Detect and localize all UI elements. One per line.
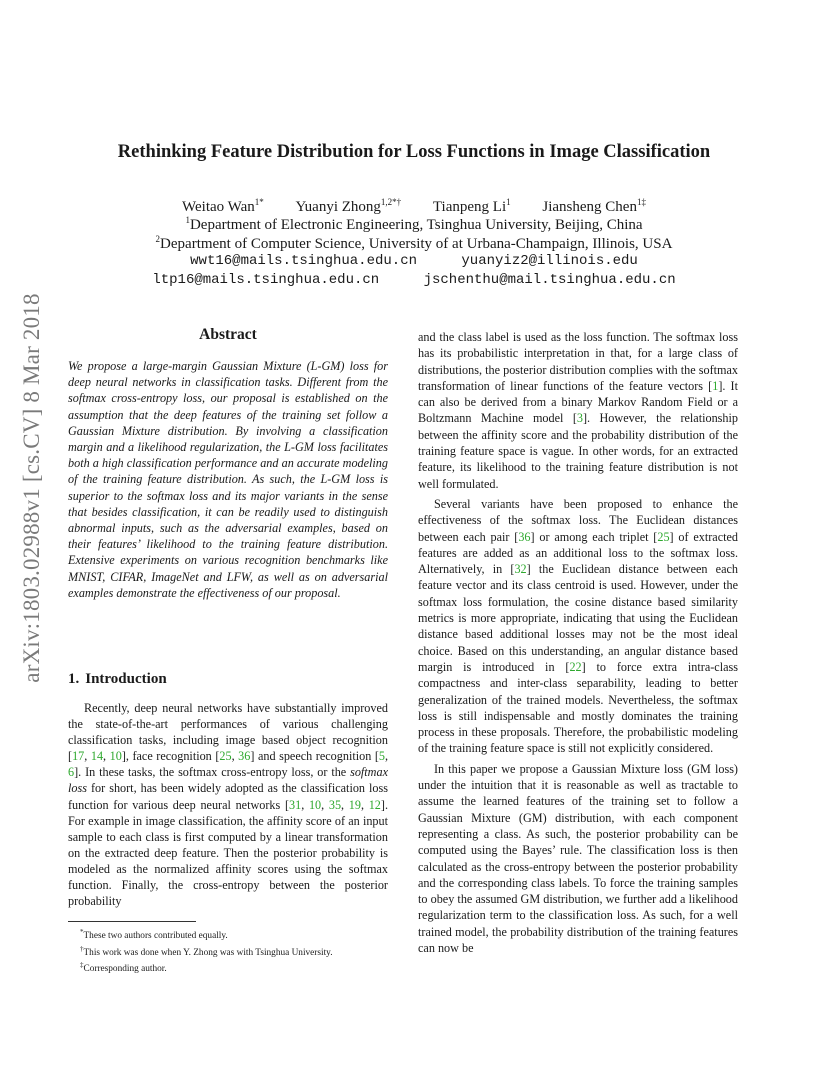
citation-link[interactable]: 10 [109, 749, 122, 764]
author-email: yuanyiz2@illinois.edu [461, 253, 638, 269]
author: Yuanyi Zhong$^{1,2*\dagger}$ [295, 197, 402, 215]
email-row [0, 272, 828, 288]
abstract-text: We propose a large-margin Gaussian Mixture (L-GM) loss for deep neural networks in classification tasks. Different from the softmax cross-entropy loss, our proposal is established on the assumption that the deep features of the training set follow a Gaussian Mixture distribution. By involving a classification margin and a likelihood regularization, the L-GM loss facilitates both a high classification performance and an accurate modeling of the training feature distribution. As such, the L-GM loss is superior to the softmax loss and its major variants in the sense that besides classification, it can be readily used to distinguish abnormal inputs, such as the adversarial examples, based on their features’ likelihood to the training feature distribution. Extensive experiments on various recognition benchmarks like MNIST, CIFAR, ImageNet and LFW, as well as on adversarial examples demonstrate the effectiveness of our proposal. [68, 359, 388, 600]
citation-link[interactable]: 22 [569, 659, 582, 674]
citation-link[interactable]: 36 [238, 749, 251, 764]
email-row [0, 253, 828, 269]
citation-link[interactable]: 31 [289, 797, 302, 812]
author: Tianpeng Li$^1$ [432, 197, 511, 215]
citation-link[interactable]: 10 [308, 797, 322, 812]
footnote: ‡Corresponding author. [80, 961, 167, 975]
citation-link[interactable]: 3 [576, 411, 583, 426]
citation-link[interactable]: 25 [219, 749, 232, 764]
citation-link[interactable]: 35 [328, 797, 342, 812]
citation-link[interactable]: 25 [657, 529, 670, 544]
author-email: wwt16@mails.tsinghua.edu.cn [190, 253, 417, 269]
citation-link[interactable]: 1 [712, 378, 719, 393]
arxiv-sidebar-stamp [19, 288, 45, 688]
citation-link[interactable]: 14 [90, 749, 104, 764]
citation-link[interactable]: 19 [348, 797, 361, 812]
citation-link[interactable]: 32 [514, 562, 527, 577]
abstract-heading: Abstract [199, 326, 257, 343]
footnotes [80, 926, 390, 976]
author-list [0, 197, 828, 216]
body-paragraph: Several variants have been proposed to enhance the effectiveness of the softmax loss. The Euclidean distances between each pair [36] or among each triplet [25] of extracted features are added as an additional loss to the softmax loss. Alternatively, in [32] the Euclidean distance between each feature vector and its class centroid is used. However, under the softmax loss formulation, the cosine distance based similarity metrics is more appropriate, indicating that using the Euclidean distance based additional losses may not be the most ideal choice. Based on this understanding, an angular distance based margin is introduced in [22] to force extra intra-class compactness and inter-class separability, leading to better generalization of the trained models. Nevertheless, the softmax loss is still indispensable and mostly dominates the training process in these proposals. Therefore, the probabilistic modeling of the training feature space is still not explicitly considered. [418, 496, 739, 756]
introduction-paragraph: Recently, deep neural networks have substantially improved the state-of-the-art performances of various challenging classification tasks, including image based object recognition [17, 14, 10], face recognition [25, 36] and speech recognition [5, 6]. In these tasks, the softmax cross-entropy loss, or the softmax loss for short, has been widely adopted as the classification loss function for various deep neural networks [31, 10, 35, 19, 12]. For example in image classification, the affinity score of an input sample to each class is first computed by a linear transformation on the extracted deep feature. Then the posterior probability is modeled as the normalized affinity scores using the softmax function. Finally, the cross-entropy between the posterior probability [68, 701, 389, 909]
footnote-divider [68, 921, 196, 922]
footnote: *These two authors contributed equally. [80, 928, 228, 942]
author: Weitao Wan$^{1*}$ [182, 197, 264, 215]
right-column [418, 329, 738, 960]
author-email: ltp16@mails.tsinghua.edu.cn [152, 272, 380, 288]
citation-link[interactable]: 17 [72, 749, 85, 764]
author: Jiansheng Chen$^{1\ddagger}$ [542, 197, 646, 215]
affiliation: $^2$Department of Computer Science, University of at Urbana-Champaign, Illinois, USA [155, 234, 673, 252]
body-paragraph: In this paper we propose a Gaussian Mixture loss (GM loss) under the intuition that it is reasonable as well as tractable to assume the learned features of the training set to follow a Gaussian Mixture (GM) distribution, with each component representing a class. As such, the posterior probability can be computed using the Bayes’ rule. The classification loss is then calculated as the cross-entropy between the posterior probability and the corresponding class labels. To force the training samples to obey the assumed GM distribution, we further add a likelihood regularization term to the classification loss. As such, for a well trained model, the probability distribution of the training features can now be [418, 761, 738, 955]
body-paragraph: and the class label is used as the loss function. The softmax loss has its probabilistic interpretation in that, for a large class of distributions, the posterior distribution complies with the softmax transformation of linear functions of the feature vectors [1]. It can also be derived from a binary Markov Random Field or a Boltzmann Machine model [3]. However, the relationship between the affinity score and the probability distribution of the training feature space is vague. In other words, for an extracted feature, its likelihood to the training feature distribution is not well formulated. [418, 330, 738, 491]
footnote: †This work was done when Y. Zhong was with Tsinghua University. [80, 944, 333, 958]
author-email: jschenthu@mail.tsinghua.edu.cn [423, 272, 676, 288]
citation-link[interactable]: 5 [378, 749, 385, 764]
citation-link[interactable]: 6 [68, 765, 75, 780]
citation-link[interactable]: 12 [368, 797, 381, 812]
arxiv-identifier: arXiv:1803.02988v1 [cs.CV] 8 Mar 2018 [19, 293, 44, 683]
section-heading-introduction: 1. Introduction [68, 671, 167, 687]
citation-link[interactable]: 36 [518, 529, 531, 544]
affiliation: $^1$Department of Electronic Engineering, Tsinghua University, Beijing, China [185, 215, 643, 233]
paper-title: Rethinking Feature Distribution for Loss Functions in Image Classification [117, 142, 711, 162]
